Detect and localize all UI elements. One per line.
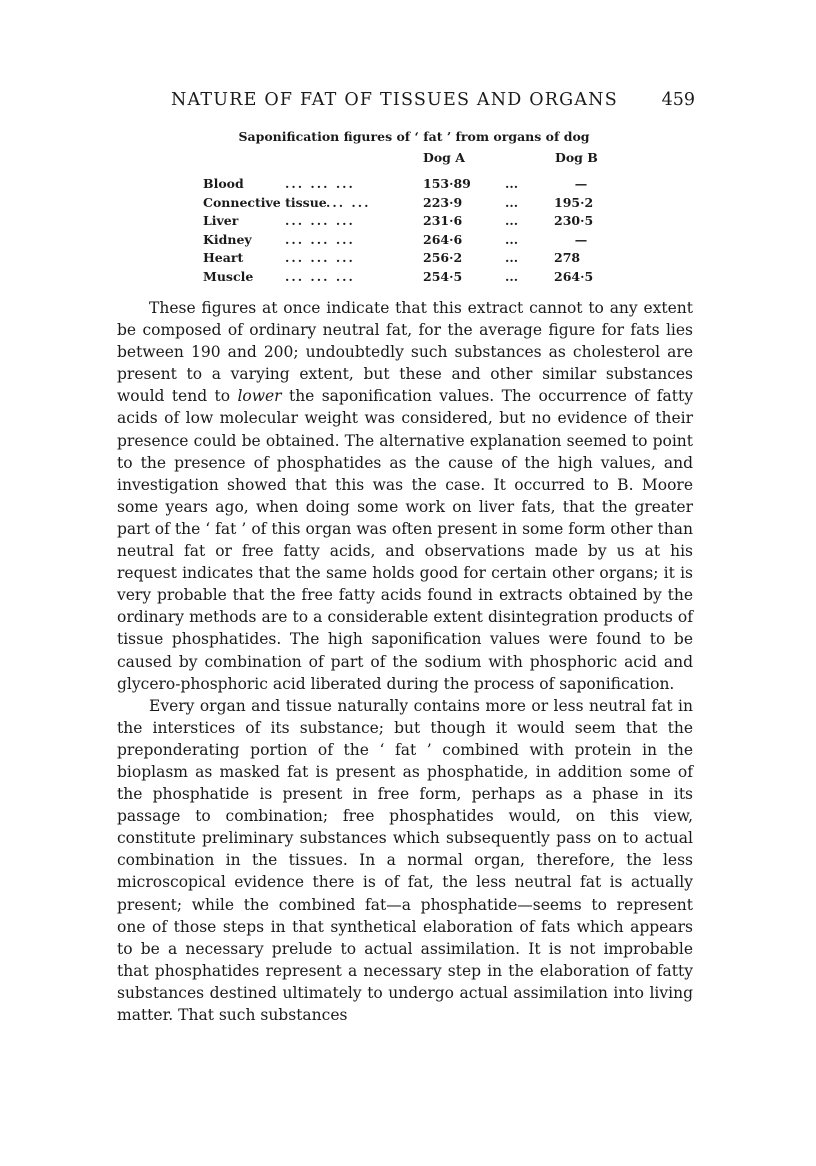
dog-a-value: 231·6	[423, 213, 463, 228]
dog-a-value: 254·5	[423, 268, 463, 284]
leader-dots: ... ... ...	[285, 268, 355, 284]
table-row	[203, 250, 623, 269]
leader-dots: ...	[505, 194, 519, 210]
row-label: Blood	[203, 176, 244, 191]
dog-b-value: 230·5	[554, 213, 594, 228]
row-label: Heart	[203, 250, 244, 265]
saponification-table	[203, 150, 623, 287]
paragraph-1-part-1: These figures at once indicate that this extract cannot to any extent be composed of ordinary neutral fat, for the average figure for fats lies between 190 and 200; undoubtedly such substances as cholesterol are present to a varying extent, but these and other similar substances would tend to	[117, 299, 693, 406]
table-header-row	[203, 150, 623, 176]
table-caption-text: Saponification figures of ‘ fat ’ from organs of dog	[238, 129, 590, 144]
table-row	[203, 213, 623, 232]
table-row	[203, 195, 623, 214]
leader-dots: ...	[505, 176, 519, 191]
row-label: Connective tissue	[203, 194, 327, 210]
dog-b-value: 278	[554, 250, 581, 265]
leader-dots: ... ...	[326, 194, 371, 210]
emphasis-lower: lower	[237, 387, 282, 406]
table-row	[203, 176, 623, 195]
leader-dots: ... ... ...	[285, 231, 355, 247]
leader-dots: ...	[505, 231, 519, 247]
body-text	[117, 297, 693, 1026]
paragraph-2: Every organ and tissue naturally contains more or less neutral fat in the interstices of its substance; but though it would seem that the preponderating portion of the ‘ fat ’ combined with protein in the bioplasm as masked fat is present as phosphatide, in addition some of the phosphatide is present in free form, perhaps as a phase in its passage to combination; free phosphatides would, on this view, constitute preliminary substances which subsequently pass on to actual combination in the tissues. In a normal organ, therefore, the less microscopical evidence there is of fat, the less neutral fat is actually present; while the combined fat—a phosphatide—seems to represent one of those steps in that synthetical elaboration of fats which appears to be a necessary prelude to actual assimilation. It is not improbable that phosphatides represent a necessary step in the elaboration of fatty substances destined ultimately to undergo actual assimilation into living matter. That such substances	[117, 696, 693, 1024]
dog-a-value: 153·89	[423, 176, 471, 191]
leader-dots: ... ... ...	[285, 176, 355, 191]
table-caption	[0, 129, 816, 144]
leader-dots: ...	[505, 250, 519, 265]
leader-dots: ... ... ...	[285, 213, 355, 228]
table-row	[203, 232, 623, 251]
row-label: Kidney	[203, 231, 252, 247]
paragraph-1	[117, 297, 693, 695]
dog-b-value: —	[574, 231, 588, 247]
dog-a-value: 256·2	[423, 250, 463, 265]
leader-dots: ...	[505, 213, 519, 228]
leader-dots: ...	[505, 268, 519, 284]
running-head	[171, 90, 695, 114]
dog-b-value: 195·2	[554, 194, 594, 210]
row-label: Muscle	[203, 268, 254, 284]
dog-b-value: 264·5	[554, 268, 594, 284]
page-number: 459	[661, 90, 695, 110]
row-label: Liver	[203, 213, 239, 228]
dog-a-value: 223·9	[423, 194, 463, 210]
dog-b-value: —	[574, 176, 588, 191]
dog-a-value: 264·6	[423, 231, 463, 247]
running-title: NATURE OF FAT OF TISSUES AND ORGANS	[171, 90, 618, 110]
leader-dots: ... ... ...	[285, 250, 355, 265]
column-header-dog-b: Dog B	[555, 150, 598, 165]
paragraph-1-part-2: the saponification values. The occurrence of fatty acids of low molecular weight was considered, but no evidence of their presence could be obtained. The alternative explanation seemed to point to the presence of phosphatides as the cause of the high values, and investigation showed that this was the case. It occurred to B. Moore some years ago, when doing some work on liver fats, that the greater part of the ‘ fat ’ of this organ was often present in some form other than neutral fat or free fatty acids, and observations made by us at his request indicates that the same holds good for certain other organs; it is very probable that the free fatty acids found in extracts obtained by the ordinary methods are to a considerable extent disintegration products of tissue phosphatides. The high saponification values were found to be caused by combination of part of the sodium with phosphoric acid and glycero-phosphoric acid liberated during the process of saponification.	[117, 387, 693, 693]
column-header-dog-a: Dog A	[423, 150, 465, 165]
table-row	[203, 269, 623, 288]
